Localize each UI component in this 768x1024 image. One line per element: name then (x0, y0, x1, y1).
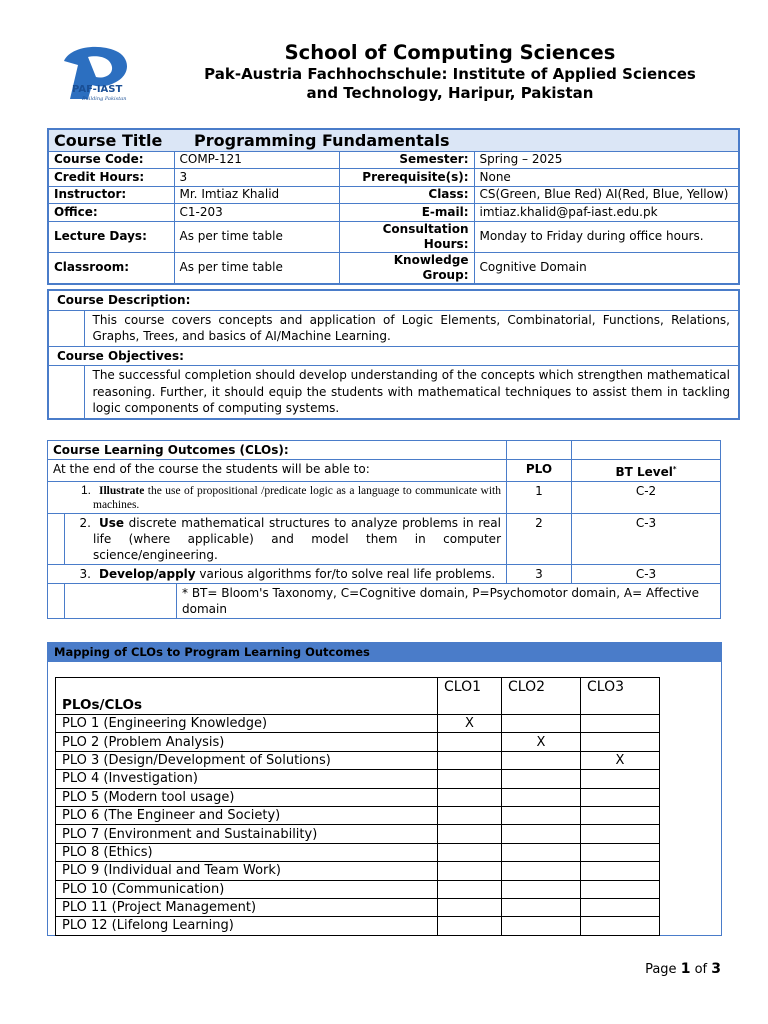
plo-label: PLO 10 (Communication) (56, 880, 438, 898)
empty-cell (507, 441, 572, 460)
mapping-mark: X (502, 733, 581, 751)
info-label: Lecture Days: (48, 221, 174, 252)
info-label: Course Code: (48, 151, 174, 169)
info-value: As per time table (174, 221, 339, 252)
clo-heading: Course Learning Outcomes (CLOs): (48, 441, 507, 460)
mapping-mark (438, 843, 502, 861)
mapping-mark (502, 770, 581, 788)
clo-bt-level: C-3 (572, 514, 721, 565)
clo-text: 2. Use discrete mathematical structures to analyze problems in real life (where applicable) and model them in computer science/engineering. (65, 514, 507, 565)
clo-table (47, 440, 721, 619)
info-value: None (474, 169, 739, 187)
clo-column-header: CLO2 (502, 678, 581, 715)
clo-plo-mapping-table (55, 677, 660, 936)
course-title: Programming Fundamentals (174, 129, 739, 151)
course-title-row (48, 129, 739, 151)
info-label: Classroom: (48, 252, 174, 284)
indent-cell (48, 310, 84, 346)
plo-label: PLO 1 (Engineering Knowledge) (56, 715, 438, 733)
info-row (48, 204, 739, 222)
description-label: Course Description: (48, 290, 739, 310)
mapping-mark (581, 733, 660, 751)
course-description-table (47, 289, 740, 420)
mapping-mark (438, 880, 502, 898)
empty-cell (65, 584, 177, 619)
info-value: Monday to Friday during office hours. (474, 221, 739, 252)
mapping-mark (502, 917, 581, 935)
mapping-mark (502, 843, 581, 861)
mapping-mark (438, 751, 502, 769)
info-label: Instructor: (48, 186, 174, 204)
mapping-mark (581, 788, 660, 806)
mapping-row (56, 770, 660, 788)
mapping-mark (502, 898, 581, 916)
mapping-mark (581, 825, 660, 843)
info-label: Prerequisite(s): (339, 169, 474, 187)
clo-row (48, 482, 721, 514)
svg-text:PAF-IAST: PAF-IAST (72, 84, 123, 95)
info-label: Semester: (339, 151, 474, 169)
mapping-row (56, 733, 660, 751)
mapping-mark (581, 898, 660, 916)
mapping-row (56, 917, 660, 935)
mapping-mark (438, 917, 502, 935)
mapping-mark (502, 862, 581, 880)
mapping-mark (581, 917, 660, 935)
clo-plo: 1 (507, 482, 572, 514)
mapping-mark (581, 770, 660, 788)
institute-logo (58, 45, 138, 101)
page-number: Page 1 of 3 (645, 961, 721, 977)
mapping-mark (438, 898, 502, 916)
school-title: School of Computing Sciences (284, 41, 616, 64)
info-row (48, 221, 739, 252)
info-value: As per time table (174, 252, 339, 284)
info-value: Spring – 2025 (474, 151, 739, 169)
mapping-mark: X (581, 751, 660, 769)
indent-cell (48, 366, 84, 419)
info-label: Credit Hours: (48, 169, 174, 187)
institute-name: Pak-Austria Fachhochschule: Institute of Applied Sciences and Technology, Haripur, Pakistan (204, 65, 696, 102)
empty-cell (48, 584, 65, 619)
mapping-row (56, 825, 660, 843)
info-label: Knowledge Group: (339, 252, 474, 284)
mapping-mark (581, 880, 660, 898)
mapping-row (56, 880, 660, 898)
info-row (48, 169, 739, 187)
clo-text: 3. Develop/apply various algorithms for/to solve real life problems. (48, 565, 507, 584)
info-value: CS(Green, Blue Red) AI(Red, Blue, Yellow) (474, 186, 739, 204)
mapping-mark (438, 862, 502, 880)
plo-label: PLO 5 (Modern tool usage) (56, 788, 438, 806)
info-row (48, 151, 739, 169)
clo-row (48, 565, 721, 584)
mapping-mark (502, 825, 581, 843)
mapping-mark (438, 733, 502, 751)
plo-label: PLO 8 (Ethics) (56, 843, 438, 861)
info-value: 3 (174, 169, 339, 187)
mapping-mark (438, 770, 502, 788)
mapping-corner: PLOs/CLOs (56, 678, 438, 715)
plo-label: PLO 4 (Investigation) (56, 770, 438, 788)
plo-label: PLO 2 (Problem Analysis) (56, 733, 438, 751)
plo-label: PLO 12 (Lifelong Learning) (56, 917, 438, 935)
mapping-row (56, 862, 660, 880)
mapping-mark (502, 715, 581, 733)
mapping-mark (438, 788, 502, 806)
clo-column-header: CLO3 (581, 678, 660, 715)
info-value: Cognitive Domain (474, 252, 739, 284)
mapping-mark (502, 788, 581, 806)
clo-row (48, 514, 721, 565)
course-title-label: Course Title (48, 129, 174, 151)
mapping-mark (581, 806, 660, 824)
mapping-mark: X (438, 715, 502, 733)
info-label: Office: (48, 204, 174, 222)
empty-cell (572, 441, 721, 460)
plo-label: PLO 6 (The Engineer and Society) (56, 806, 438, 824)
bt-footnote: * BT= Bloom's Taxonomy, C=Cognitive domain, P=Psychomotor domain, A= Affective domain (177, 584, 721, 619)
plo-label: PLO 11 (Project Management) (56, 898, 438, 916)
info-value: COMP-121 (174, 151, 339, 169)
mapping-mark (581, 843, 660, 861)
bt-level-header: BT Level* (572, 460, 721, 482)
mapping-row (56, 715, 660, 733)
mapping-mark (502, 806, 581, 824)
info-value: C1-203 (174, 204, 339, 222)
mapping-mark (502, 880, 581, 898)
indent-cell (48, 514, 65, 565)
mapping-row (56, 788, 660, 806)
info-label: E-mail: (339, 204, 474, 222)
clo-plo: 2 (507, 514, 572, 565)
objectives-label: Course Objectives: (48, 346, 739, 366)
info-row (48, 186, 739, 204)
description-text: This course covers concepts and application of Logic Elements, Combinatorial, Functions, Relations, Graphs, Trees, and basics of AI/Machine Learning. (84, 310, 739, 346)
info-value: Mr. Imtiaz Khalid (174, 186, 339, 204)
plo-label: PLO 3 (Design/Development of Solutions) (56, 751, 438, 769)
clo-text: 1. Illustrate the use of propositional /predicate logic as a language to communicate with machines. (48, 482, 507, 514)
objectives-text: The successful completion should develop understanding of the concepts which strengthen mathematical reasoning. Further, it should equip the students with mathematical techniques to assist them in tackling logic components of computing systems. (84, 366, 739, 419)
mapping-heading: Mapping of CLOs to Program Learning Outcomes (48, 643, 721, 662)
mapping-mark (438, 806, 502, 824)
instructor-email[interactable]: imtiaz.khalid@paf-iast.edu.pk (474, 204, 739, 222)
clo-bt-level: C-3 (572, 565, 721, 584)
plo-label: PLO 9 (Individual and Team Work) (56, 862, 438, 880)
mapping-row (56, 806, 660, 824)
mapping-mark (581, 862, 660, 880)
info-label: Consultation Hours: (339, 221, 474, 252)
mapping-mark (502, 751, 581, 769)
mapping-row (56, 751, 660, 769)
mapping-row (56, 898, 660, 916)
course-info-table (47, 128, 740, 285)
info-label: Class: (339, 186, 474, 204)
plo-header: PLO (507, 460, 572, 482)
svg-text:Building Pakistan: Building Pakistan (82, 96, 127, 101)
mapping-mark (438, 825, 502, 843)
info-row (48, 252, 739, 284)
mapping-row (56, 843, 660, 861)
mapping-mark (581, 715, 660, 733)
clo-intro: At the end of the course the students will be able to: (48, 460, 507, 482)
plo-label: PLO 7 (Environment and Sustainability) (56, 825, 438, 843)
clo-column-header: CLO1 (438, 678, 502, 715)
clo-bt-level: C-2 (572, 482, 721, 514)
clo-plo: 3 (507, 565, 572, 584)
